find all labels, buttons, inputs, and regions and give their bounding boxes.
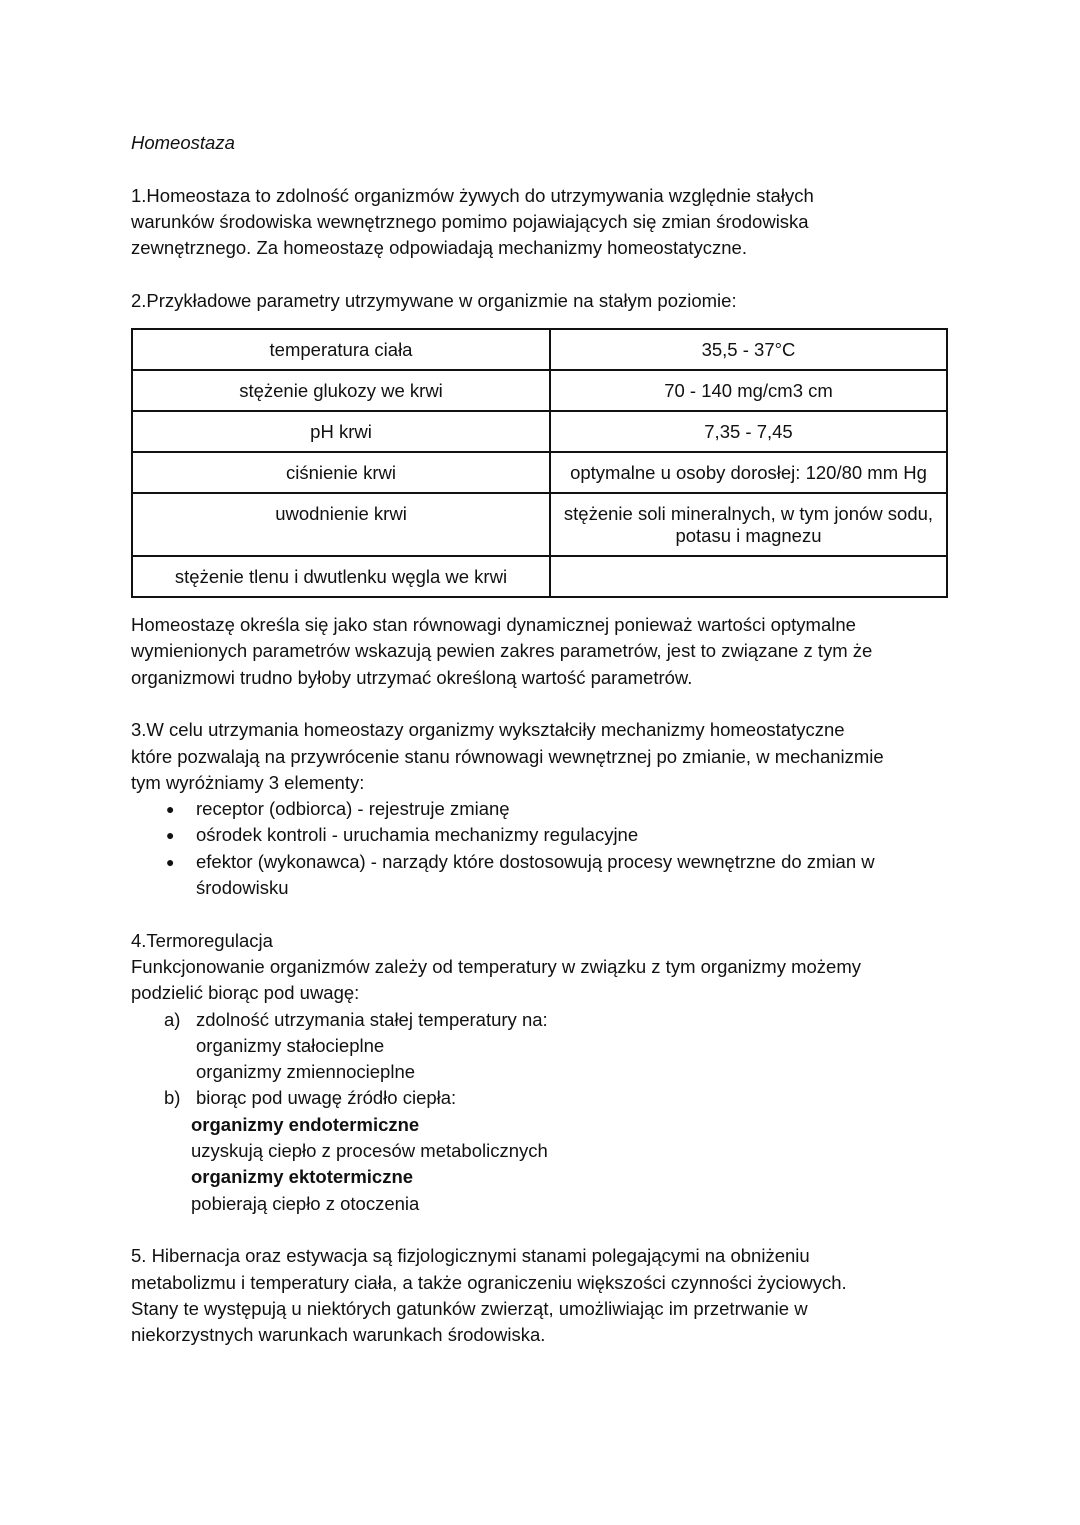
section-2-heading: 2.Przykładowe parametry utrzymywane w organizmie na stałym poziomie: [131, 289, 737, 311]
section-3-line: tym wyróżniamy 3 elementy: [131, 771, 365, 793]
section-5-line: Stany te występują u niektórych gatunków zwierząt, umożliwiając im przetrwanie w [131, 1297, 808, 1319]
section-1-line: 1.Homeostaza to zdolność organizmów żywych do utrzymywania względnie stałych [131, 184, 814, 206]
section-3-line: 3.W celu utrzymania homeostazy organizmy wykształciły mechanizmy homeostatyczne [131, 719, 845, 741]
section-5-line: 5. Hibernacja oraz estywacja są fizjologicznymi stanami polegającymi na obniżeniu [131, 1245, 810, 1267]
table-cell-parameter: stężenie tlenu i dwutlenku węgla we krwi [132, 556, 550, 597]
list-marker: b) [164, 1087, 181, 1109]
paragraph-line: organizmowi trudno byłoby utrzymać określoną wartość parametrów. [131, 666, 693, 688]
list-marker: a) [164, 1008, 181, 1030]
document-page [131, 130, 951, 1348]
section-4-line: Funkcjonowanie organizmów zależy od temperatury w związku z tym organizmy możemy [131, 955, 861, 977]
table-row [132, 556, 947, 597]
list-item [131, 796, 951, 822]
term-description: uzyskują ciepło z procesów metabolicznych [191, 1140, 548, 1162]
table-cell-value [550, 556, 947, 597]
table-row [132, 329, 947, 370]
list-item-text: efektor (wykonawca) - narządy które dostosowują procesy wewnętrzne do zmian w środowisku [196, 850, 875, 899]
section-4-line: podzielić biorąc pod uwagę: [131, 982, 360, 1004]
section-5-line: metabolizmu i temperatury ciała, a także ograniczeniu większości czynności życiowych. [131, 1271, 847, 1293]
list-item-text: receptor (odbiorca) - rejestruje zmianę [196, 798, 510, 820]
section-5 [131, 1243, 951, 1348]
table-cell-parameter: stężenie glukozy we krwi [132, 370, 550, 411]
document-title: Homeostaza [131, 132, 235, 153]
list-item [131, 849, 956, 902]
table-cell-value: 7,35 - 7,45 [550, 411, 947, 452]
table-cell-parameter: uwodnienie krwi [132, 493, 550, 556]
section-1-line: zewnętrznego. Za homeostazę odpowiadają mechanizmy homeostatyczne. [131, 237, 747, 259]
list-item [131, 822, 951, 848]
section-4-heading: 4.Termoregulacja [131, 929, 273, 951]
term-description: pobierają ciepło z otoczenia [191, 1192, 420, 1214]
paragraph-line: wymienionych parametrów wskazują pewien zakres parametrów, jest to związane z tym że [131, 640, 873, 662]
table-cell-parameter: temperatura ciała [132, 329, 550, 370]
paragraph-line: Homeostazę określa się jako stan równowagi dynamicznej ponieważ wartości optymalne [131, 614, 856, 636]
section-1-line: warunków środowiska wewnętrznego pomimo pojawiających się zmian środowiska [131, 210, 809, 232]
table-row [132, 370, 947, 411]
table-row [132, 452, 947, 493]
term-endotermiczne: organizmy endotermiczne [191, 1113, 420, 1135]
list-item-b [131, 1085, 951, 1111]
elements-list [131, 796, 951, 901]
term-ektotermiczne: organizmy ektotermiczne [191, 1166, 414, 1188]
classification-list [131, 1007, 951, 1217]
parameters-table [131, 328, 948, 598]
table-cell-value: stężenie soli mineralnych, w tym jonów sodu, potasu i magnezu [550, 493, 947, 556]
list-item-text: biorąc pod uwagę źródło ciepła: [196, 1087, 457, 1109]
subitem: organizmy stałocieplne [196, 1034, 385, 1056]
section-4 [131, 928, 951, 1217]
section-5-line: niekorzystnych warunkach warunkach środowiska. [131, 1324, 546, 1346]
table-row [132, 411, 947, 452]
table-cell-value: 35,5 - 37°C [550, 329, 947, 370]
list-item-text: ośrodek kontroli - uruchamia mechanizmy regulacyjne [196, 824, 639, 846]
table-cell-value: optymalne u osoby dorosłej: 120/80 mm Hg [550, 452, 947, 493]
section-1 [131, 183, 951, 262]
section-2 [131, 288, 951, 691]
list-item-a [131, 1007, 951, 1033]
table-row [132, 493, 947, 556]
bullet-icon: ● [166, 801, 175, 818]
table-cell-value: 70 - 140 mg/cm3 cm [550, 370, 947, 411]
bullet-icon: ● [166, 827, 175, 844]
section-3 [131, 717, 951, 901]
section-3-line: które pozwalają na przywrócenie stanu równowagi wewnętrznej po zmianie, w mechanizmie [131, 745, 884, 767]
list-item-text: zdolność utrzymania stałej temperatury na: [196, 1008, 548, 1030]
table-cell-parameter: pH krwi [132, 411, 550, 452]
subitem: organizmy zmiennocieplne [196, 1061, 416, 1083]
table-cell-parameter: ciśnienie krwi [132, 452, 550, 493]
bullet-icon: ● [166, 853, 175, 870]
